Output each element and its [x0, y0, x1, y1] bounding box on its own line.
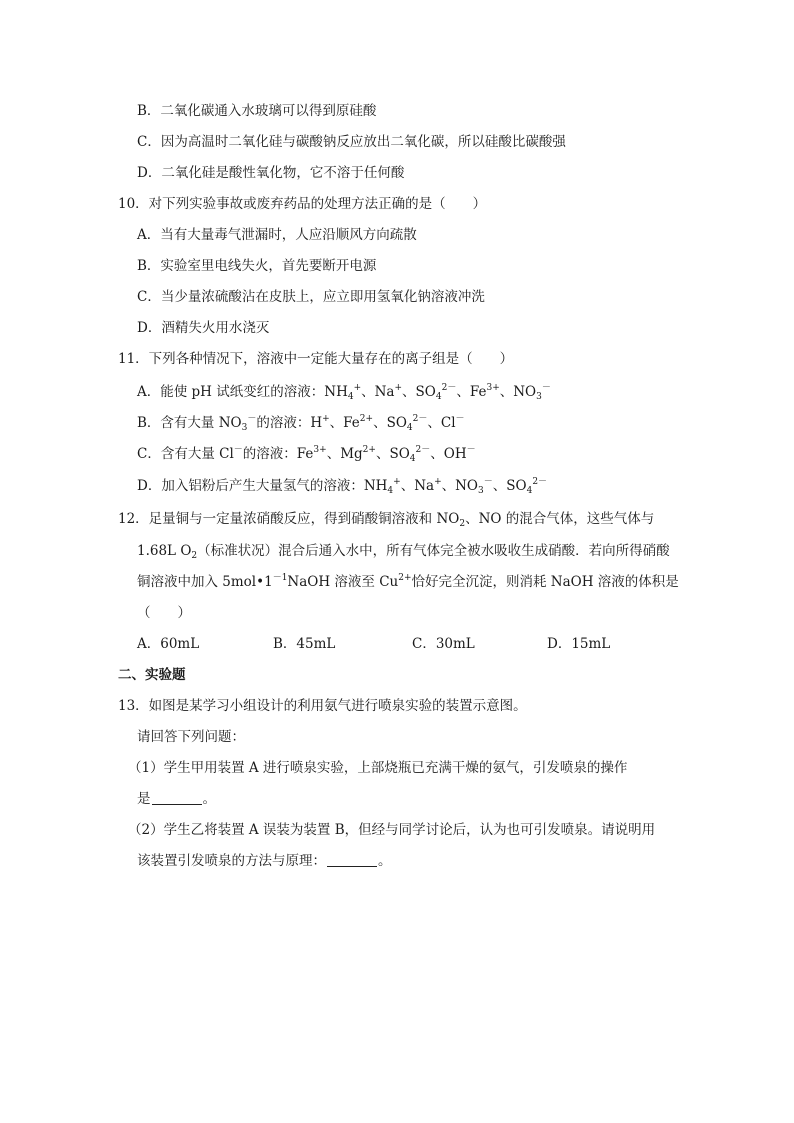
q12-option-b: B．45mL [273, 636, 336, 652]
q13-part1-line-2: 是 。 [137, 791, 216, 807]
q12-stem-line-4: （ ） [137, 605, 191, 621]
q13-prompt: 请回答下列问题： [137, 729, 245, 745]
q12-option-a: A．60mL [137, 636, 200, 652]
answer-blank [327, 852, 377, 867]
q12-stem-line-1: 12．足量铜与一定量浓硝酸反应，得到硝酸铜溶液和 $NO_2$、NO 的混合气体，这些气体与 [118, 511, 655, 529]
q13-part2-line-2: 该装置引发喷泉的方法与原理： 。 [137, 853, 392, 869]
q13-stem: 13．如图是某学习小组设计的利用氨气进行喷泉实验的装置示意图。 [118, 698, 527, 714]
q10-option-d: D．酒精失火用水浇灭 [137, 320, 270, 336]
q9-option-b: B．二氧化碳通入水玻璃可以得到原硅酸 [137, 103, 377, 119]
q11-option-d: D．加入铝粉后产生大量氢气的溶液：$NH_4^+$、Na+、$NO_3^-$、$SO_4^{2-}$ [137, 477, 548, 496]
q10-option-a: A．当有大量毒气泄漏时，人应沿顺风方向疏散 [137, 227, 417, 243]
q11-option-b: B．含有大量 $NO_3^-$的溶液：H+、$Fe^{2+}$、$SO_4^{2-}$、Cl－ [137, 414, 465, 433]
section-heading: 二、实验题 [118, 667, 186, 683]
q10-stem: 10．对下列实验事故或废弃药品的处理方法正确的是（ ） [118, 196, 487, 212]
q9-option-d: D．二氧化硅是酸性氧化物，它不溶于任何酸 [137, 165, 405, 181]
q11-option-a: A．能使 pH 试纸变红的溶液：$NH_4^+$、Na+、$SO_4^{2-}$、$Fe^{3+}$、$NO_3^-$ [137, 383, 551, 402]
q13-part1-line-1: （1）学生甲用装置 A 进行喷泉实验，上部烧瓶已充满干燥的氨气，引发喷泉的操作 [128, 760, 628, 776]
q10-option-c: C．当少量浓硫酸沾在皮肤上，应立即用氢氧化钠溶液冲洗 [137, 289, 485, 305]
q12-option-d: D．15mL [547, 636, 611, 652]
answer-blank [152, 790, 202, 805]
q13-part2-line-1: （2）学生乙将装置 A 误装为装置 B，但经与同学讨论后，认为也可引发喷泉。请说明用 [128, 822, 656, 838]
q11-stem: 11．下列各种情况下，溶液中一定能大量存在的离子组是（ ） [118, 351, 514, 367]
q12-stem-line-2: 1.68L $O_2$（标准状况）混合后通入水中，所有气体完全被水吸收生成硝酸．若向所得硝酸 [137, 543, 670, 561]
q12-stem-line-3: 铜溶液中加入 $5mol•1^{-1}NaOH$ 溶液至 $Cu^{2+}$恰好完全沉淀，则消耗 NaOH 溶液的体积是 [137, 573, 679, 590]
q12-option-c: C．30mL [412, 636, 475, 652]
q9-option-c: C．因为高温时二氧化硅与碳酸钠反应放出二氧化碳，所以硅酸比碳酸强 [137, 134, 566, 150]
q11-option-c: C．含有大量 Cl－的溶液：$Fe^{3+}$、$Mg^{2+}$、$SO_4^{2-}$、OH－ [137, 445, 476, 464]
q10-option-b: B．实验室里电线失火，首先要断开电源 [137, 258, 377, 274]
